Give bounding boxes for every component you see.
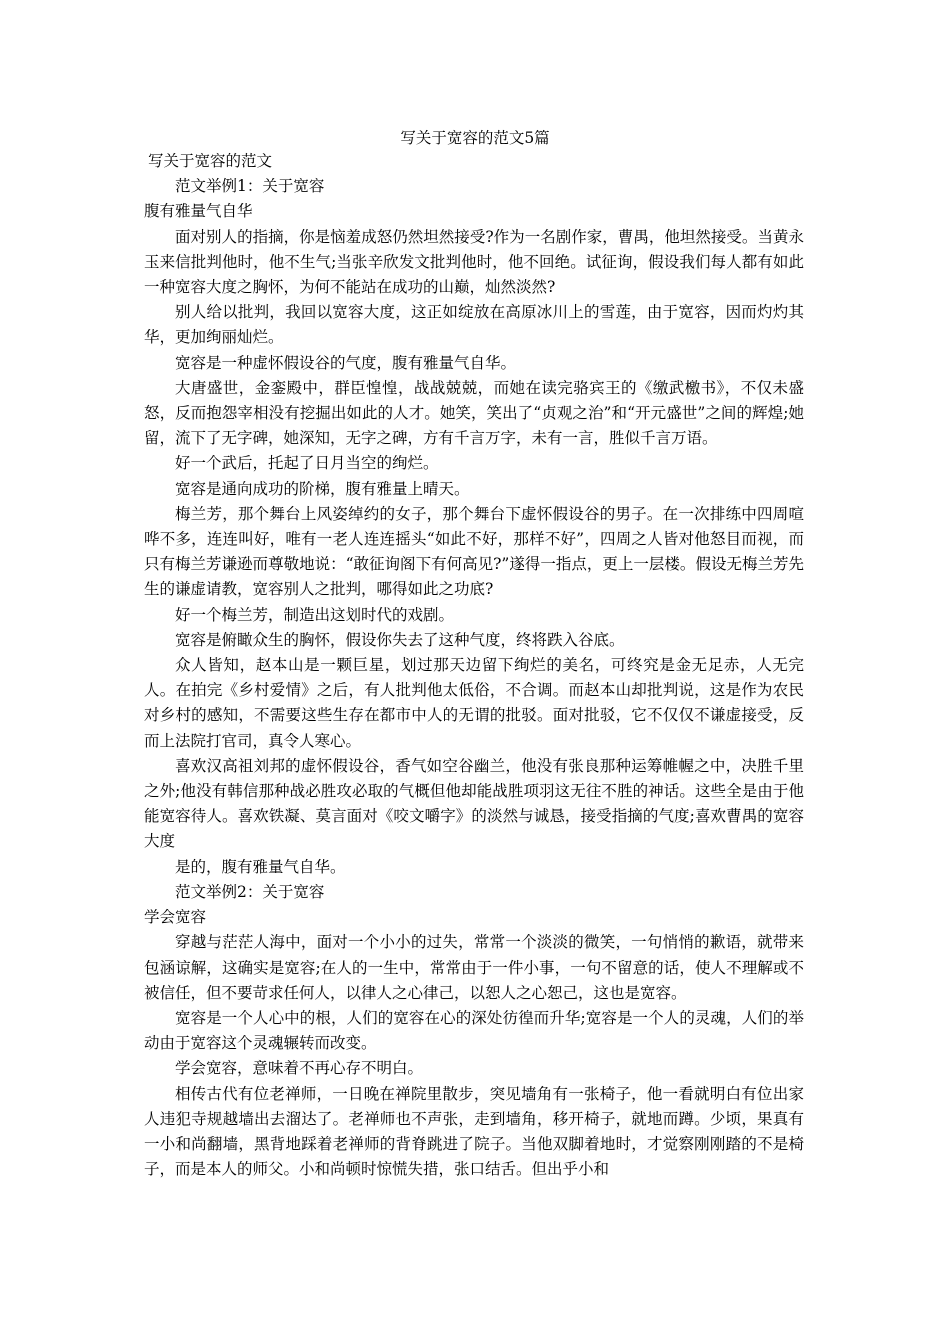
paragraph: 别人给以批判，我回以宽容大度，这正如绽放在高原冰川上的雪莲，由于宽容，因而灼灼其华，更加绚丽灿烂。 [144,303,804,347]
paragraph: 宽容是一种虚怀假设谷的气度，腹有雅量气自华。 [175,353,517,372]
paragraph: 梅兰芳，那个舞台上风姿绰约的女子，那个舞台下虚怀假设谷的男子。在一次排练中四周喧哗不多，连连叫好，唯有一老人连连摇头“如此不好，那样不好”，四周之人皆对他怒目而视，而只有梅兰芳谦逊而尊敬地说：“敢征询阁下有何高见?”遂得一指点，更上一层楼。假设无梅兰芳先生的谦虚请教，宽容别人之批判，哪得如此之功底? [144,504,804,599]
paragraph: 众人皆知，赵本山是一颗巨星，划过那天边留下绚烂的美名，可终究是金无足赤，人无完人。在拍完《乡村爱情》之后，有人批判他太低俗，不合调。而赵本山却批判说，这是作为农民对乡村的感知，不需要这些生存在都市中人的无谓的批驳。面对批驳，它不仅仅不谦虚接受，反而上法院打官司，真令人寒心。 [144,656,804,750]
paragraph: 穿越与茫茫人海中，面对一个小小的过失，常常一个淡淡的微笑，一句悄悄的歉语，就带来包涵谅解，这确实是宽容;在人的一生中，常常由于一件小事，一句不留意的话，使人不理解或不被信任，但不要苛求任何人，以律人之心律己，以恕人之心恕己，这也是宽容。 [144,933,804,1002]
document-subtitle: 写关于宽容的范文 [148,152,273,170]
paragraph: 好一个武后，托起了日月当空的绚烂。 [175,454,439,473]
paragraph: 好一个梅兰芳，制造出这划时代的戏剧。 [175,605,455,624]
document-body [144,149,804,1182]
document-title: 写关于宽容的范文5篇 [400,129,550,147]
paragraph: 学会宽容，意味着不再心存不明白。 [175,1059,424,1078]
paragraph: 面对别人的指摘，你是恼羞成怒仍然坦然接受?作为一名剧作家，曹禺，他坦然接受。当黄永玉来信批判他时，他不生气;当张辛欣发文批判他时，他不回绝。试征询，假设我们每人都有如此一种宽容大度之胸怀，为何不能站在成功的山巅，灿然淡然? [144,227,804,297]
paragraph: 喜欢汉高祖刘邦的虚怀假设谷，香气如空谷幽兰，他没有张良那种运筹帷幄之中，决胜千里之外;他没有韩信那种战必胜攻必取的气概但他却能战胜项羽这无往不胜的神话。这些全是由于他能宽容待人。喜欢铁凝、莫言面对《咬文嚼字》的淡然与诚恳，接受指摘的气度;喜欢曹禺的宽容大度 [144,756,804,851]
paragraph: 大唐盛世，金銮殿中，群臣惶惶，战战兢兢，而她在读完骆宾王的《缴武檄书》，不仅未盛怒，反而抱怨宰相没有挖掘出如此的人才。她笑，笑出了“贞观之治”和“开元盛世”之间的辉煌;她留，流下了无字碑，她深知，无字之碑，方有千言万字，未有一言，胜似千言万语。 [144,378,804,448]
paragraph: 宽容是一个人心中的根，人们的宽容在心的深处彷徨而升华;宽容是一个人的灵魂，人们的举动由于宽容这个灵魂辗转而改变。 [144,1008,804,1053]
paragraph: 是的，腹有雅量气自华。 [175,857,346,876]
paragraph: 相传古代有位老禅师，一日晚在禅院里散步，突见墙角有一张椅子，他一看就明白有位出家人违犯寺规越墙出去溜达了。老禅师也不声张，走到墙角，移开椅子，就地而蹲。少顷，果真有一小和尚翻墙，黑背地踩着老禅师的背脊跳进了院子。当他双脚着地时，才觉察刚刚踏的不是椅子，而是本人的师父。小和尚顿时惊慌失措，张口结舌。但出乎小和 [144,1084,804,1179]
example-1-heading: 腹有雅量气自华 [144,202,253,221]
example-2-label: 范文举例2：关于宽容 [175,882,325,901]
example-2-heading: 学会宽容 [144,908,207,927]
paragraph: 宽容是俯瞰众生的胸怀，假设你失去了这种气度，终将跌入谷底。 [175,630,625,649]
example-1-label: 范文举例1：关于宽容 [175,177,325,196]
paragraph: 宽容是通向成功的阶梯，腹有雅量上晴天。 [175,479,470,498]
